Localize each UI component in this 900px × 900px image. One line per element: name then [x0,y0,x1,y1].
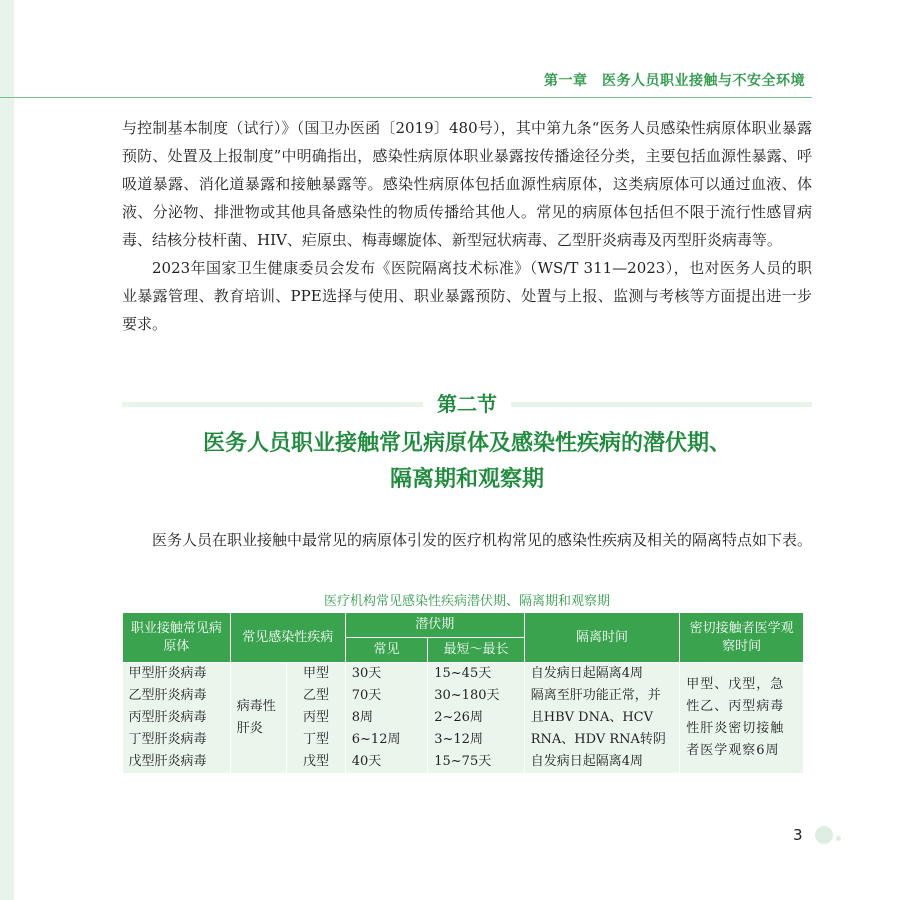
section-heading [122,388,812,422]
section-title-line-1: 医务人员职业接触常见病原体及感染性疾病的潜伏期、 [202,431,731,456]
disease-group-cell: 病毒性肝炎 [230,663,287,774]
range-cell: 2~26周 [428,707,525,729]
chapter-header: 第一章 医务人员职业接触与不安全环境 [544,73,805,89]
observation-cell: 甲型、戊型，急性乙、丙型病毒性肝炎密切接触者医学观察6周 [680,663,804,774]
header-observation: 密切接触者医学观察时间 [680,613,804,663]
body-text [122,114,812,338]
header-incubation: 潜伏期 [345,613,524,638]
isolation-cell: 自发病日起隔离4周 [524,751,679,773]
section-number: 第二节 [423,388,511,420]
header-pathogen: 职业接触常见病原体 [123,613,231,663]
header-rule [0,97,812,98]
isolation-cell: 自发病日起隔离4周 [524,663,679,686]
table-caption: 医疗机构常见感染性疾病潜伏期、隔离期和观察期 [323,594,610,609]
pathogen-cell: 戊型肝炎病毒 [123,751,231,773]
incubation-table [122,612,804,773]
range-cell: 15~75天 [428,751,525,773]
page-dot-decoration [815,826,833,844]
common-cell: 8周 [345,707,427,729]
page-dot-small-decoration [836,836,841,841]
page-number: 3 [793,826,803,844]
table-row [123,663,804,686]
type-cell: 戊型 [287,751,346,773]
pathogen-cell: 丙型肝炎病毒 [123,707,231,729]
range-cell: 3~12周 [428,729,525,751]
type-cell: 丁型 [287,729,346,751]
type-cell: 乙型 [287,685,346,707]
paragraph-1: 与控制基本制度（试行）》（国卫办医函〔2019〕480号），其中第九条“医务人员感染性病原体职业暴露预防、处置及上报制度”中明确指出，感染性病原体职业暴露按传播途径分类，主要包括血源性暴露、呼吸道暴露、消化道暴露和接触暴露等。感染性病原体包括血源性病原体，这类病原体可以通过血液、体液、分泌物、排泄物或其他具备感染性的物质传播给其他人。常见的病原体包括但不限于流行性感冒病毒、结核分枝杆菌、HIV、疟原虫、梅毒螺旋体、新型冠状病毒、乙型肝炎病毒及丙型肝炎病毒等。 [122,119,812,249]
pathogen-cell: 丁型肝炎病毒 [123,729,231,751]
paragraph-2: 2023年国家卫生健康委员会发布《医院隔离技术标准》（WS/T 311—2023），也对医务人员的职业暴露管理、教育培训、PPE选择与使用、职业暴露预防、处置与上报、监测与考核等方面提出进一步要求。 [122,259,812,333]
common-cell: 70天 [345,685,427,707]
pathogen-cell: 乙型肝炎病毒 [123,685,231,707]
type-cell: 甲型 [287,663,346,686]
page-margin-band [0,0,14,900]
isolation-cell: 隔离至肝功能正常，并且HBV DNA、HCV RNA、HDV RNA转阴 [524,685,679,751]
header-isolation: 隔离时间 [524,613,679,663]
common-cell: 30天 [345,663,427,686]
header-common: 常见 [345,638,427,663]
section-title-line-2: 隔离期和观察期 [389,467,544,492]
header-range: 最短～最长 [428,638,525,663]
common-cell: 6~12周 [345,729,427,751]
section-intro [122,526,812,554]
range-cell: 30~180天 [428,685,525,707]
intro-paragraph: 医务人员在职业接触中最常见的病原体引发的医疗机构常见的感染性疾病及相关的隔离特点如下表。 [152,531,813,549]
range-cell: 15~45天 [428,663,525,686]
header-disease: 常见感染性疾病 [230,613,345,663]
section-title [122,426,812,498]
pathogen-cell: 甲型肝炎病毒 [123,663,231,686]
common-cell: 40天 [345,751,427,773]
type-cell: 丙型 [287,707,346,729]
